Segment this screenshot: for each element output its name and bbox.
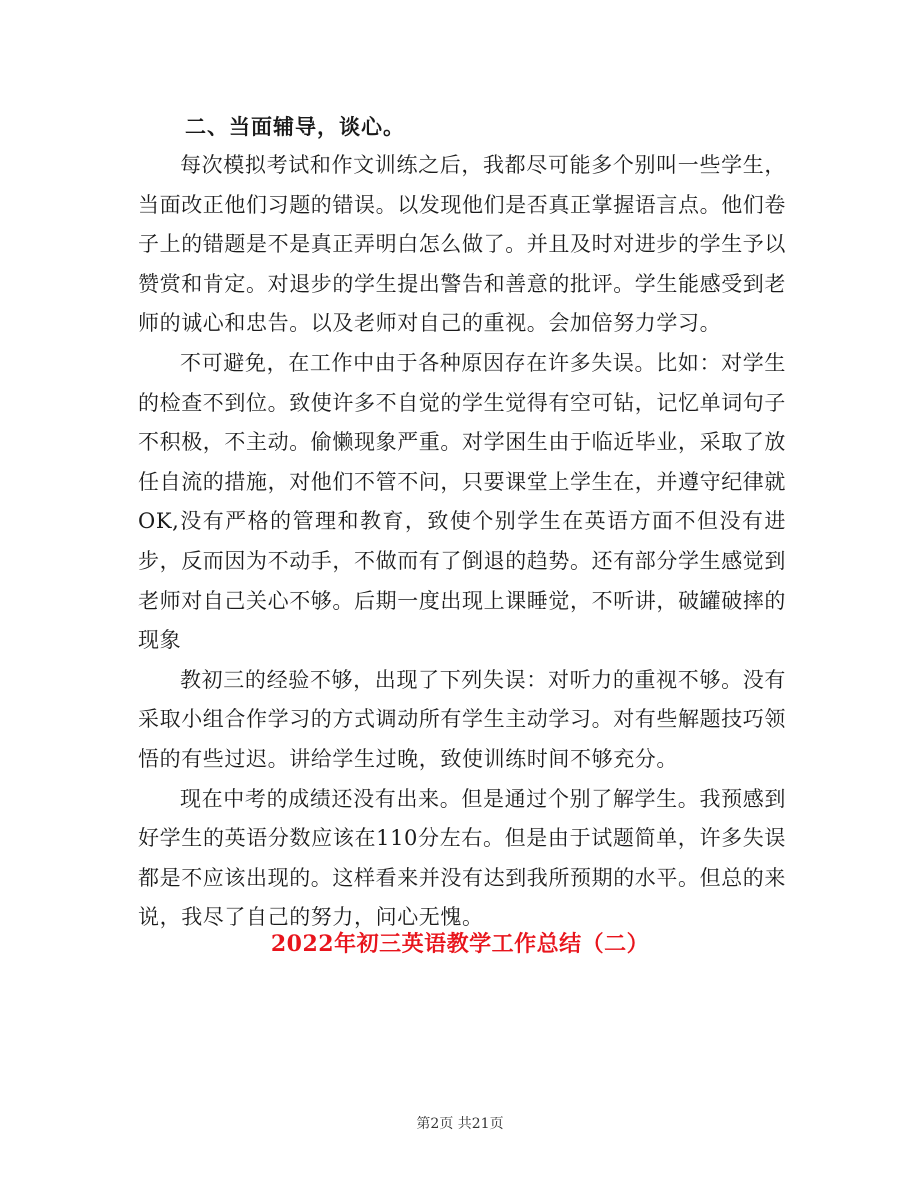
section-heading: 二、当面辅导，谈心。 xyxy=(185,114,405,139)
paragraph: 教初三的经验不够，出现了下列失误：对听力的重视不够。没有采取小组合作学习的方式调动所有学生主动学习。对有些解题技巧领悟的有些过迟。讲给学生过晚，致使训练时间不够充分。 xyxy=(138,667,786,771)
paragraph: 现在中考的成绩还没有出来。但是通过个别了解学生。我预感到好学生的英语分数应该在110分左右。但是由于试题简单，许多失误都是不应该出现的。这样看来并没有达到我所预期的水平。但总的来说，我尽了自己的努力，问心无愧。 xyxy=(138,786,786,930)
document-title: 2022年初三英语教学工作总结（二） xyxy=(270,931,650,957)
body-text xyxy=(138,146,786,938)
paragraph: 不可避免，在工作中由于各种原因存在许多失误。比如：对学生的检查不到位。致使许多不自觉的学生觉得有空可钻，记忆单词句子不积极，不主动。偷懒现象严重。对学困生由于临近毕业，采取了放任自流的措施，对他们不管不问，只要课堂上学生在，并遵守纪律就OK,没有严格的管理和教育，致使个别学生在英语方面不但没有进步，反而因为不动手，不做而有了倒退的趋势。还有部分学生感觉到老师对自己关心不够。后期一度出现上课睡觉，不听讲，破罐破摔的现象 xyxy=(138,350,786,653)
page-number-footer: 第2页 共21页 xyxy=(416,1116,504,1132)
paragraph: 每次模拟考试和作文训练之后，我都尽可能多个别叫一些学生，当面改正他们习题的错误。以发现他们是否真正掌握语言点。他们卷子上的错题是不是真正弄明白怎么做了。并且及时对进步的学生予以赞赏和肯定。对退步的学生提出警告和善意的批评。学生能感受到老师的诚心和忠告。以及老师对自己的重视。会加倍努力学习。 xyxy=(138,153,786,336)
